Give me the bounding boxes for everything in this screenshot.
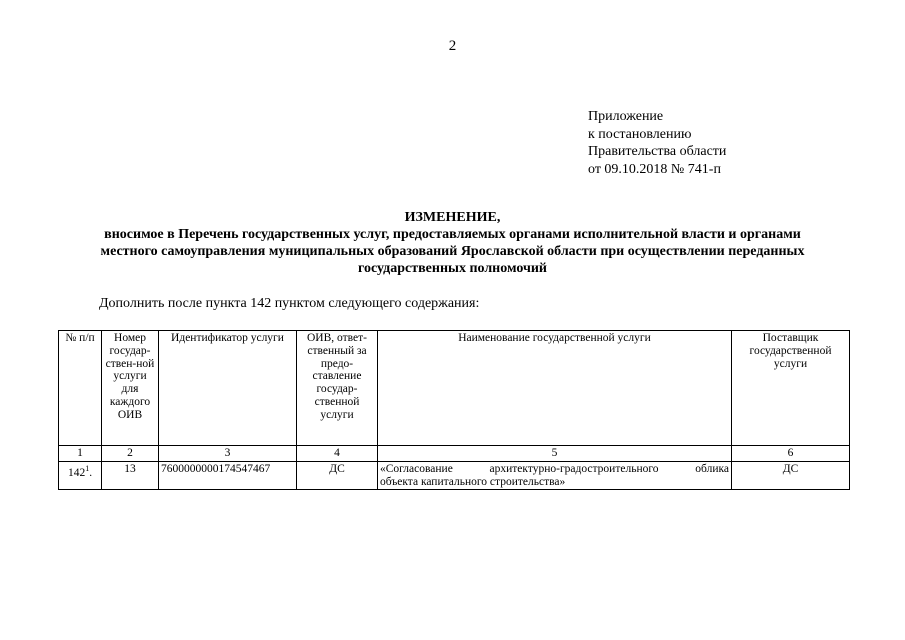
appendix-line: от 09.10.2018 № 741-п	[588, 161, 721, 177]
table-header-row	[59, 331, 850, 446]
appendix-line: к постановлению	[588, 126, 692, 142]
column-number: 5	[378, 446, 732, 462]
document-heading	[40, 209, 865, 277]
heading-line: местного самоуправления муниципальных образований Ярославской области при осуществлении переданных	[100, 244, 805, 259]
cell-service-name	[378, 461, 732, 490]
header-provider: Поставщик государственной услуги	[732, 331, 850, 446]
column-number: 4	[297, 446, 378, 462]
cell-oiv: ДС	[297, 461, 378, 490]
cell-provider: ДС	[732, 461, 850, 490]
heading-title: ИЗМЕНЕНИЕ,	[404, 210, 501, 225]
service-name-line: «Согласование архитектурно-градостроительного облика	[380, 462, 729, 475]
services-table	[58, 330, 850, 490]
column-number: 3	[159, 446, 297, 462]
cell-identifier: 7600000000174547467	[159, 461, 297, 490]
header-identifier: Идентификатор услуги	[159, 331, 297, 446]
row-num-suffix: .	[89, 466, 93, 479]
appendix-block	[588, 108, 726, 178]
row-num-superscript: 1	[85, 463, 90, 473]
header-oiv: ОИВ, ответ-ственный за предо-ставление государ-ственной услуги	[297, 331, 378, 446]
header-num: № п/п	[59, 331, 102, 446]
heading-line: вносимое в Перечень государственных услуг, предоставляемых органами исполнительной власти и органами	[104, 227, 801, 242]
page-number: 2	[448, 38, 457, 54]
appendix-line: Правительства области	[588, 144, 727, 159]
intro-text: Дополнить после пункта 142 пунктом следующего содержания:	[99, 296, 480, 311]
column-number: 1	[59, 446, 102, 462]
header-service-number: Номер государ-ствен-ной услуги для каждого ОИВ	[102, 331, 159, 446]
appendix-line: Приложение	[588, 109, 664, 124]
cell-num	[59, 461, 102, 490]
column-number: 2	[102, 446, 159, 462]
heading-line: государственных полномочий	[357, 261, 547, 276]
service-name-line: объекта капитального строительства»	[380, 475, 566, 488]
row-num: 142	[67, 466, 86, 479]
column-number-row	[59, 446, 850, 462]
cell-service-number: 13	[102, 461, 159, 490]
table-row	[59, 461, 850, 490]
header-service-name: Наименование государственной услуги	[378, 331, 732, 446]
column-number: 6	[732, 446, 850, 462]
